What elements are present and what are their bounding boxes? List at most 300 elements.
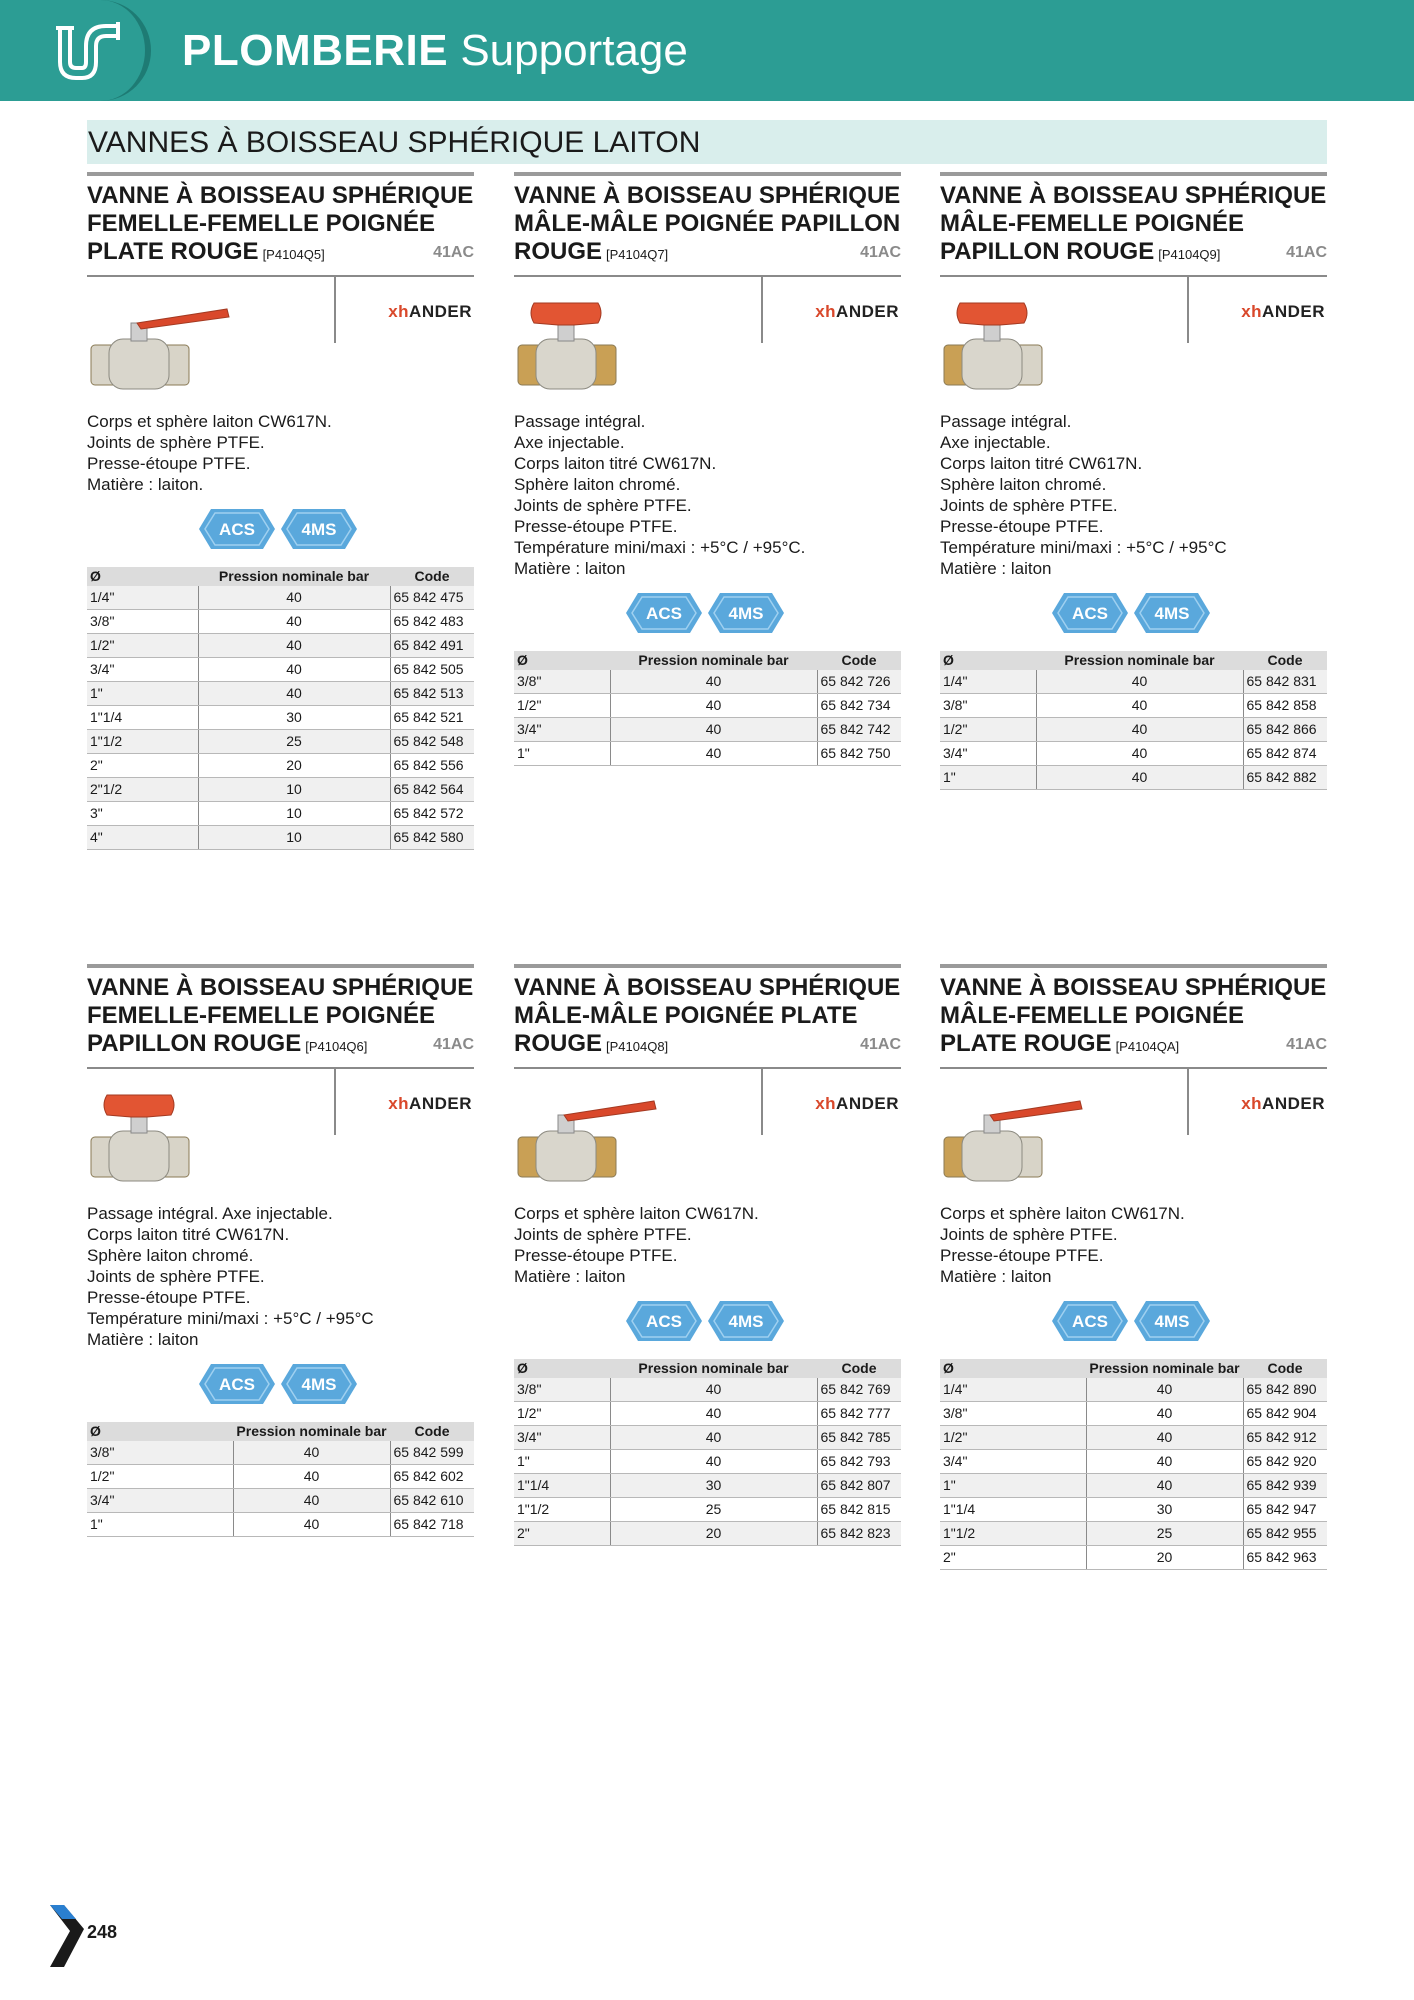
description-line: Matière : laiton — [514, 1267, 626, 1286]
cert-badges — [626, 1301, 901, 1345]
cell-code: 65 842 580 — [390, 826, 474, 850]
cell-code: 65 842 890 — [1243, 1378, 1327, 1402]
brand-text: xhANDER — [388, 302, 472, 321]
cell-pressure: 30 — [198, 706, 390, 730]
cell-pressure: 40 — [1036, 670, 1243, 694]
cell-pressure: 40 — [1036, 766, 1243, 790]
table-row — [87, 778, 474, 802]
col-pressure: Pression nominale bar — [1086, 1359, 1243, 1378]
col-diameter: Ø — [940, 1359, 1086, 1378]
cell-pressure: 40 — [1036, 694, 1243, 718]
col-code: Code — [390, 1422, 474, 1441]
cell-code: 65 842 912 — [1243, 1426, 1327, 1450]
cell-diameter: 1" — [940, 1474, 1086, 1498]
product-name-text: VANNE À BOISSEAU SPHÉRIQUE MÂLE-FEMELLE POIGNÉE PAPILLON ROUGE — [940, 182, 1327, 265]
product-ref: [P4104Q7] — [606, 247, 669, 262]
cell-diameter: 1" — [940, 766, 1036, 790]
product-name — [514, 182, 901, 269]
cell-code: 65 842 831 — [1243, 670, 1327, 694]
ball-valve-image — [940, 293, 1090, 393]
product-ref: [P4104Q5] — [262, 247, 325, 262]
spec-table — [87, 567, 474, 850]
top-rule — [514, 964, 901, 968]
brand-prefix: xh — [1241, 1094, 1263, 1113]
table-row — [940, 670, 1327, 694]
acs-badge — [1052, 1301, 1128, 1341]
cell-pressure: 40 — [610, 718, 817, 742]
cell-diameter: 1/4" — [87, 586, 198, 610]
cell-diameter: 2" — [514, 1522, 610, 1546]
cell-pressure: 40 — [1086, 1378, 1243, 1402]
cert-badges — [199, 509, 474, 553]
cell-code: 65 842 742 — [817, 718, 901, 742]
cell-pressure: 40 — [610, 1450, 817, 1474]
spec-table — [514, 1359, 901, 1546]
description-line: Température mini/maxi : +5°C / +95°C. — [514, 538, 806, 557]
table-row — [87, 682, 474, 706]
table-row — [87, 730, 474, 754]
table-row — [940, 742, 1327, 766]
description-line: Presse-étoupe PTFE. — [940, 517, 1104, 536]
cell-pressure: 40 — [1086, 1402, 1243, 1426]
product-card — [87, 172, 474, 850]
description-line: Joints de sphère PTFE. — [940, 496, 1118, 515]
badge-label: ACS — [646, 1312, 682, 1331]
catalog-code: 41AC — [860, 244, 901, 261]
badge-label: ACS — [1072, 604, 1108, 623]
col-code: Code — [390, 567, 474, 586]
cert-badges — [199, 1364, 474, 1408]
col-code: Code — [817, 1359, 901, 1378]
cell-diameter: 3/8" — [514, 670, 610, 694]
col-diameter: Ø — [87, 1422, 233, 1441]
cell-diameter: 3/8" — [87, 610, 198, 634]
col-pressure: Pression nominale bar — [198, 567, 390, 586]
badge-label: 4MS — [301, 520, 337, 539]
description-line: Passage intégral. Axe injectable. — [87, 1204, 333, 1223]
cell-diameter: 1/2" — [514, 1402, 610, 1426]
image-row — [940, 1069, 1327, 1197]
cell-diameter: 1"1/2 — [940, 1522, 1086, 1546]
table-row — [87, 826, 474, 850]
page-title — [182, 26, 688, 76]
spec-table — [940, 1359, 1327, 1570]
spec-table — [514, 651, 901, 766]
product-ref: [P4104QA] — [1115, 1039, 1180, 1054]
ball-valve-image — [87, 1085, 237, 1185]
catalog-code: 41AC — [1286, 244, 1327, 261]
image-row — [514, 277, 901, 405]
col-pressure: Pression nominale bar — [610, 651, 817, 670]
brand-logo — [761, 277, 901, 343]
acs-badge — [626, 593, 702, 633]
table-row — [87, 754, 474, 778]
cell-pressure: 25 — [198, 730, 390, 754]
description-line: Corps laiton titré CW617N. — [940, 454, 1143, 473]
cell-pressure: 40 — [1086, 1474, 1243, 1498]
cell-code: 65 842 920 — [1243, 1450, 1327, 1474]
cell-diameter: 1" — [514, 1450, 610, 1474]
cell-code: 65 842 785 — [817, 1426, 901, 1450]
description-line: Joints de sphère PTFE. — [514, 496, 692, 515]
brand-logo — [334, 1069, 474, 1135]
badge-label: 4MS — [1154, 604, 1190, 623]
col-diameter: Ø — [514, 1359, 610, 1378]
cell-diameter: 1/2" — [87, 634, 198, 658]
cell-code: 65 842 947 — [1243, 1498, 1327, 1522]
table-row — [87, 1441, 474, 1465]
table-header-row — [87, 567, 474, 586]
product-name-text: VANNE À BOISSEAU SPHÉRIQUE FEMELLE-FEMELLE POIGNÉE PAPILLON ROUGE — [87, 974, 474, 1057]
cell-code: 65 842 874 — [1243, 742, 1327, 766]
col-pressure: Pression nominale bar — [233, 1422, 390, 1441]
cell-pressure: 30 — [610, 1474, 817, 1498]
cell-diameter: 3" — [87, 802, 198, 826]
product-card — [514, 964, 901, 1546]
brand-text: xhANDER — [1241, 302, 1325, 321]
cell-diameter: 1" — [87, 1513, 233, 1537]
top-rule — [514, 172, 901, 176]
description-line: Température mini/maxi : +5°C / +95°C — [87, 1309, 374, 1328]
badge-label: 4MS — [301, 1375, 337, 1394]
cell-pressure: 40 — [1036, 718, 1243, 742]
product-ref: [P4104Q8] — [606, 1039, 669, 1054]
brand-prefix: xh — [1241, 302, 1263, 321]
title-bold: PLOMBERIE — [182, 26, 449, 75]
image-row — [514, 1069, 901, 1197]
badge-label: ACS — [646, 604, 682, 623]
cell-pressure: 10 — [198, 802, 390, 826]
table-header-row — [514, 1359, 901, 1378]
table-row — [940, 1522, 1327, 1546]
badge-label: 4MS — [728, 1312, 764, 1331]
4ms-badge — [708, 1301, 784, 1341]
table-row — [514, 1426, 901, 1450]
cell-code: 65 842 734 — [817, 694, 901, 718]
badge-label: ACS — [1072, 1312, 1108, 1331]
product-card — [87, 964, 474, 1537]
product-description — [87, 1203, 474, 1350]
4ms-badge — [708, 593, 784, 633]
cell-pressure: 10 — [198, 826, 390, 850]
cell-pressure: 25 — [1086, 1522, 1243, 1546]
cell-code: 65 842 882 — [1243, 766, 1327, 790]
cell-code: 65 842 599 — [390, 1441, 474, 1465]
product-card — [940, 964, 1327, 1570]
table-row — [940, 1402, 1327, 1426]
table-row — [940, 1426, 1327, 1450]
col-code: Code — [1243, 1359, 1327, 1378]
cell-diameter: 1/2" — [940, 1426, 1086, 1450]
brand-text: xhANDER — [1241, 1094, 1325, 1113]
cert-badges — [1052, 593, 1327, 637]
description-line: Matière : laiton — [940, 559, 1052, 578]
ball-valve-image — [940, 1085, 1090, 1185]
description-line: Passage intégral. — [940, 412, 1072, 431]
description-line: Matière : laiton — [940, 1267, 1052, 1286]
cert-badges — [626, 593, 901, 637]
page-number: 248 — [87, 1922, 118, 1942]
cell-code: 65 842 955 — [1243, 1522, 1327, 1546]
ball-valve-image — [514, 1085, 664, 1185]
description-line: Axe injectable. — [514, 433, 625, 452]
cell-code: 65 842 483 — [390, 610, 474, 634]
plumbing-pipe-icon — [52, 22, 122, 84]
cell-diameter: 2" — [940, 1546, 1086, 1570]
cell-pressure: 40 — [610, 694, 817, 718]
cell-pressure: 20 — [198, 754, 390, 778]
cell-diameter: 1/2" — [514, 694, 610, 718]
cell-code: 65 842 556 — [390, 754, 474, 778]
cell-diameter: 1/2" — [940, 718, 1036, 742]
top-rule — [87, 172, 474, 176]
cell-diameter: 1"1/2 — [514, 1498, 610, 1522]
brand-text: xhANDER — [388, 1094, 472, 1113]
cell-pressure: 40 — [610, 670, 817, 694]
product-name — [87, 974, 474, 1061]
cell-code: 65 842 963 — [1243, 1546, 1327, 1570]
description-line: Joints de sphère PTFE. — [514, 1225, 692, 1244]
table-row — [87, 802, 474, 826]
cell-diameter: 1" — [87, 682, 198, 706]
cell-pressure: 40 — [198, 634, 390, 658]
cell-diameter: 3/8" — [940, 694, 1036, 718]
description-line: Corps et sphère laiton CW617N. — [87, 412, 332, 431]
brand-prefix: xh — [815, 1094, 837, 1113]
cell-code: 65 842 718 — [390, 1513, 474, 1537]
table-row — [940, 718, 1327, 742]
top-rule — [87, 964, 474, 968]
cell-code: 65 842 777 — [817, 1402, 901, 1426]
cell-diameter: 1"1/4 — [87, 706, 198, 730]
table-row — [514, 1498, 901, 1522]
page-header — [0, 0, 1414, 101]
catalog-code: 41AC — [433, 1036, 474, 1053]
cell-pressure: 40 — [233, 1513, 390, 1537]
cell-pressure: 40 — [198, 610, 390, 634]
table-row — [87, 634, 474, 658]
cell-pressure: 40 — [1086, 1450, 1243, 1474]
table-row — [940, 1498, 1327, 1522]
table-row — [940, 1546, 1327, 1570]
table-row — [514, 718, 901, 742]
product-name — [940, 974, 1327, 1061]
page-arrow-icon — [50, 1905, 84, 1967]
cell-diameter: 3/4" — [940, 1450, 1086, 1474]
acs-badge — [199, 1364, 275, 1404]
product-ref: [P4104Q9] — [1158, 247, 1221, 262]
spec-table — [87, 1422, 474, 1537]
product-description — [87, 411, 474, 495]
4ms-badge — [1134, 1301, 1210, 1341]
table-row — [514, 670, 901, 694]
table-header-row — [940, 651, 1327, 670]
table-row — [87, 586, 474, 610]
cell-diameter: 1"1/4 — [940, 1498, 1086, 1522]
table-row — [514, 1522, 901, 1546]
image-row — [87, 1069, 474, 1197]
cell-code: 65 842 939 — [1243, 1474, 1327, 1498]
description-line: Corps laiton titré CW617N. — [87, 1225, 290, 1244]
description-line: Joints de sphère PTFE. — [87, 433, 265, 452]
table-row — [514, 1378, 901, 1402]
cell-pressure: 10 — [198, 778, 390, 802]
description-line: Sphère laiton chromé. — [514, 475, 681, 494]
col-code: Code — [1243, 651, 1327, 670]
top-rule — [940, 964, 1327, 968]
cell-code: 65 842 726 — [817, 670, 901, 694]
title-light: Supportage — [460, 26, 688, 75]
table-row — [940, 694, 1327, 718]
catalog-code: 41AC — [1286, 1036, 1327, 1053]
table-header-row — [514, 651, 901, 670]
cell-code: 65 842 521 — [390, 706, 474, 730]
cell-code: 65 842 572 — [390, 802, 474, 826]
cell-pressure: 40 — [198, 658, 390, 682]
table-row — [514, 1474, 901, 1498]
badge-label: 4MS — [728, 604, 764, 623]
cell-pressure: 40 — [198, 682, 390, 706]
table-row — [87, 1513, 474, 1537]
description-line: Matière : laiton. — [87, 475, 204, 494]
brand-prefix: xh — [815, 302, 837, 321]
cell-code: 65 842 491 — [390, 634, 474, 658]
cell-diameter: 1" — [514, 742, 610, 766]
cell-diameter: 3/8" — [514, 1378, 610, 1402]
cell-diameter: 1"1/4 — [514, 1474, 610, 1498]
brand-prefix: xh — [388, 1094, 410, 1113]
acs-badge — [626, 1301, 702, 1341]
table-row — [87, 610, 474, 634]
table-header-row — [87, 1422, 474, 1441]
table-row — [514, 1402, 901, 1426]
spec-table — [940, 651, 1327, 790]
product-name — [514, 974, 901, 1061]
description-line: Presse-étoupe PTFE. — [514, 1246, 678, 1265]
table-row — [940, 1378, 1327, 1402]
cell-diameter: 3/4" — [87, 658, 198, 682]
description-line: Axe injectable. — [940, 433, 1051, 452]
brand-logo — [334, 277, 474, 343]
brand-text: xhANDER — [815, 302, 899, 321]
product-name-text: VANNE À BOISSEAU SPHÉRIQUE MÂLE-MÂLE POIGNÉE PLATE ROUGE — [514, 974, 901, 1057]
product-description — [940, 411, 1327, 579]
cell-code: 65 842 904 — [1243, 1402, 1327, 1426]
top-rule — [940, 172, 1327, 176]
description-line: Presse-étoupe PTFE. — [940, 1246, 1104, 1265]
description-line: Matière : laiton — [514, 559, 626, 578]
table-row — [87, 658, 474, 682]
table-row — [940, 1474, 1327, 1498]
brand-logo — [1187, 277, 1327, 343]
col-diameter: Ø — [940, 651, 1036, 670]
cell-pressure: 40 — [233, 1441, 390, 1465]
brand-logo — [1187, 1069, 1327, 1135]
product-name-text: VANNE À BOISSEAU SPHÉRIQUE MÂLE-FEMELLE POIGNÉE PLATE ROUGE — [940, 974, 1327, 1057]
cell-code: 65 842 564 — [390, 778, 474, 802]
product-name-text: VANNE À BOISSEAU SPHÉRIQUE FEMELLE-FEMELLE POIGNÉE PLATE ROUGE — [87, 182, 474, 265]
cell-code: 65 842 807 — [817, 1474, 901, 1498]
table-row — [514, 694, 901, 718]
ball-valve-image — [514, 293, 664, 393]
cell-diameter: 2" — [87, 754, 198, 778]
product-ref: [P4104Q6] — [305, 1039, 368, 1054]
description-line: Presse-étoupe PTFE. — [87, 454, 251, 473]
cell-diameter: 1/4" — [940, 670, 1036, 694]
cell-diameter: 3/8" — [940, 1402, 1086, 1426]
cell-code: 65 842 505 — [390, 658, 474, 682]
brand-prefix: xh — [388, 302, 410, 321]
cell-pressure: 30 — [1086, 1498, 1243, 1522]
cell-code: 65 842 475 — [390, 586, 474, 610]
table-row — [940, 766, 1327, 790]
badge-label: ACS — [219, 1375, 255, 1394]
product-name — [87, 182, 474, 269]
brand-text: xhANDER — [815, 1094, 899, 1113]
description-line: Joints de sphère PTFE. — [87, 1267, 265, 1286]
table-row — [87, 1489, 474, 1513]
col-pressure: Pression nominale bar — [1036, 651, 1243, 670]
cell-diameter: 3/8" — [87, 1441, 233, 1465]
image-row — [940, 277, 1327, 405]
col-code: Code — [817, 651, 901, 670]
4ms-badge — [281, 1364, 357, 1404]
description-line: Matière : laiton — [87, 1330, 199, 1349]
cell-pressure: 40 — [610, 1426, 817, 1450]
cell-pressure: 40 — [610, 1378, 817, 1402]
cell-pressure: 20 — [610, 1522, 817, 1546]
catalog-code: 41AC — [860, 1036, 901, 1053]
product-description — [940, 1203, 1327, 1287]
product-description — [514, 1203, 901, 1287]
cell-code: 65 842 823 — [817, 1522, 901, 1546]
cell-pressure: 40 — [1036, 742, 1243, 766]
badge-label: ACS — [219, 520, 255, 539]
cell-pressure: 25 — [610, 1498, 817, 1522]
image-row — [87, 277, 474, 405]
cell-diameter: 3/4" — [514, 1426, 610, 1450]
cell-diameter: 3/4" — [514, 718, 610, 742]
cell-diameter: 3/4" — [87, 1489, 233, 1513]
4ms-badge — [281, 509, 357, 549]
table-row — [514, 1450, 901, 1474]
description-line: Presse-étoupe PTFE. — [87, 1288, 251, 1307]
description-line: Sphère laiton chromé. — [87, 1246, 254, 1265]
cell-diameter: 3/4" — [940, 742, 1036, 766]
cell-pressure: 40 — [233, 1489, 390, 1513]
product-name — [940, 182, 1327, 269]
description-line: Température mini/maxi : +5°C / +95°C — [940, 538, 1227, 557]
cell-pressure: 40 — [610, 742, 817, 766]
description-line: Corps et sphère laiton CW617N. — [940, 1204, 1185, 1223]
cell-diameter: 1"1/2 — [87, 730, 198, 754]
cell-pressure: 40 — [233, 1465, 390, 1489]
cell-code: 65 842 513 — [390, 682, 474, 706]
section-title: VANNES À BOISSEAU SPHÉRIQUE LAITON — [88, 126, 701, 159]
cell-code: 65 842 866 — [1243, 718, 1327, 742]
badge-label: 4MS — [1154, 1312, 1190, 1331]
cell-diameter: 1/2" — [87, 1465, 233, 1489]
cell-code: 65 842 602 — [390, 1465, 474, 1489]
cell-code: 65 842 815 — [817, 1498, 901, 1522]
description-line: Sphère laiton chromé. — [940, 475, 1107, 494]
table-row — [87, 706, 474, 730]
description-line: Joints de sphère PTFE. — [940, 1225, 1118, 1244]
catalog-code: 41AC — [433, 244, 474, 261]
col-diameter: Ø — [87, 567, 198, 586]
description-line: Passage intégral. — [514, 412, 646, 431]
product-description — [514, 411, 901, 579]
